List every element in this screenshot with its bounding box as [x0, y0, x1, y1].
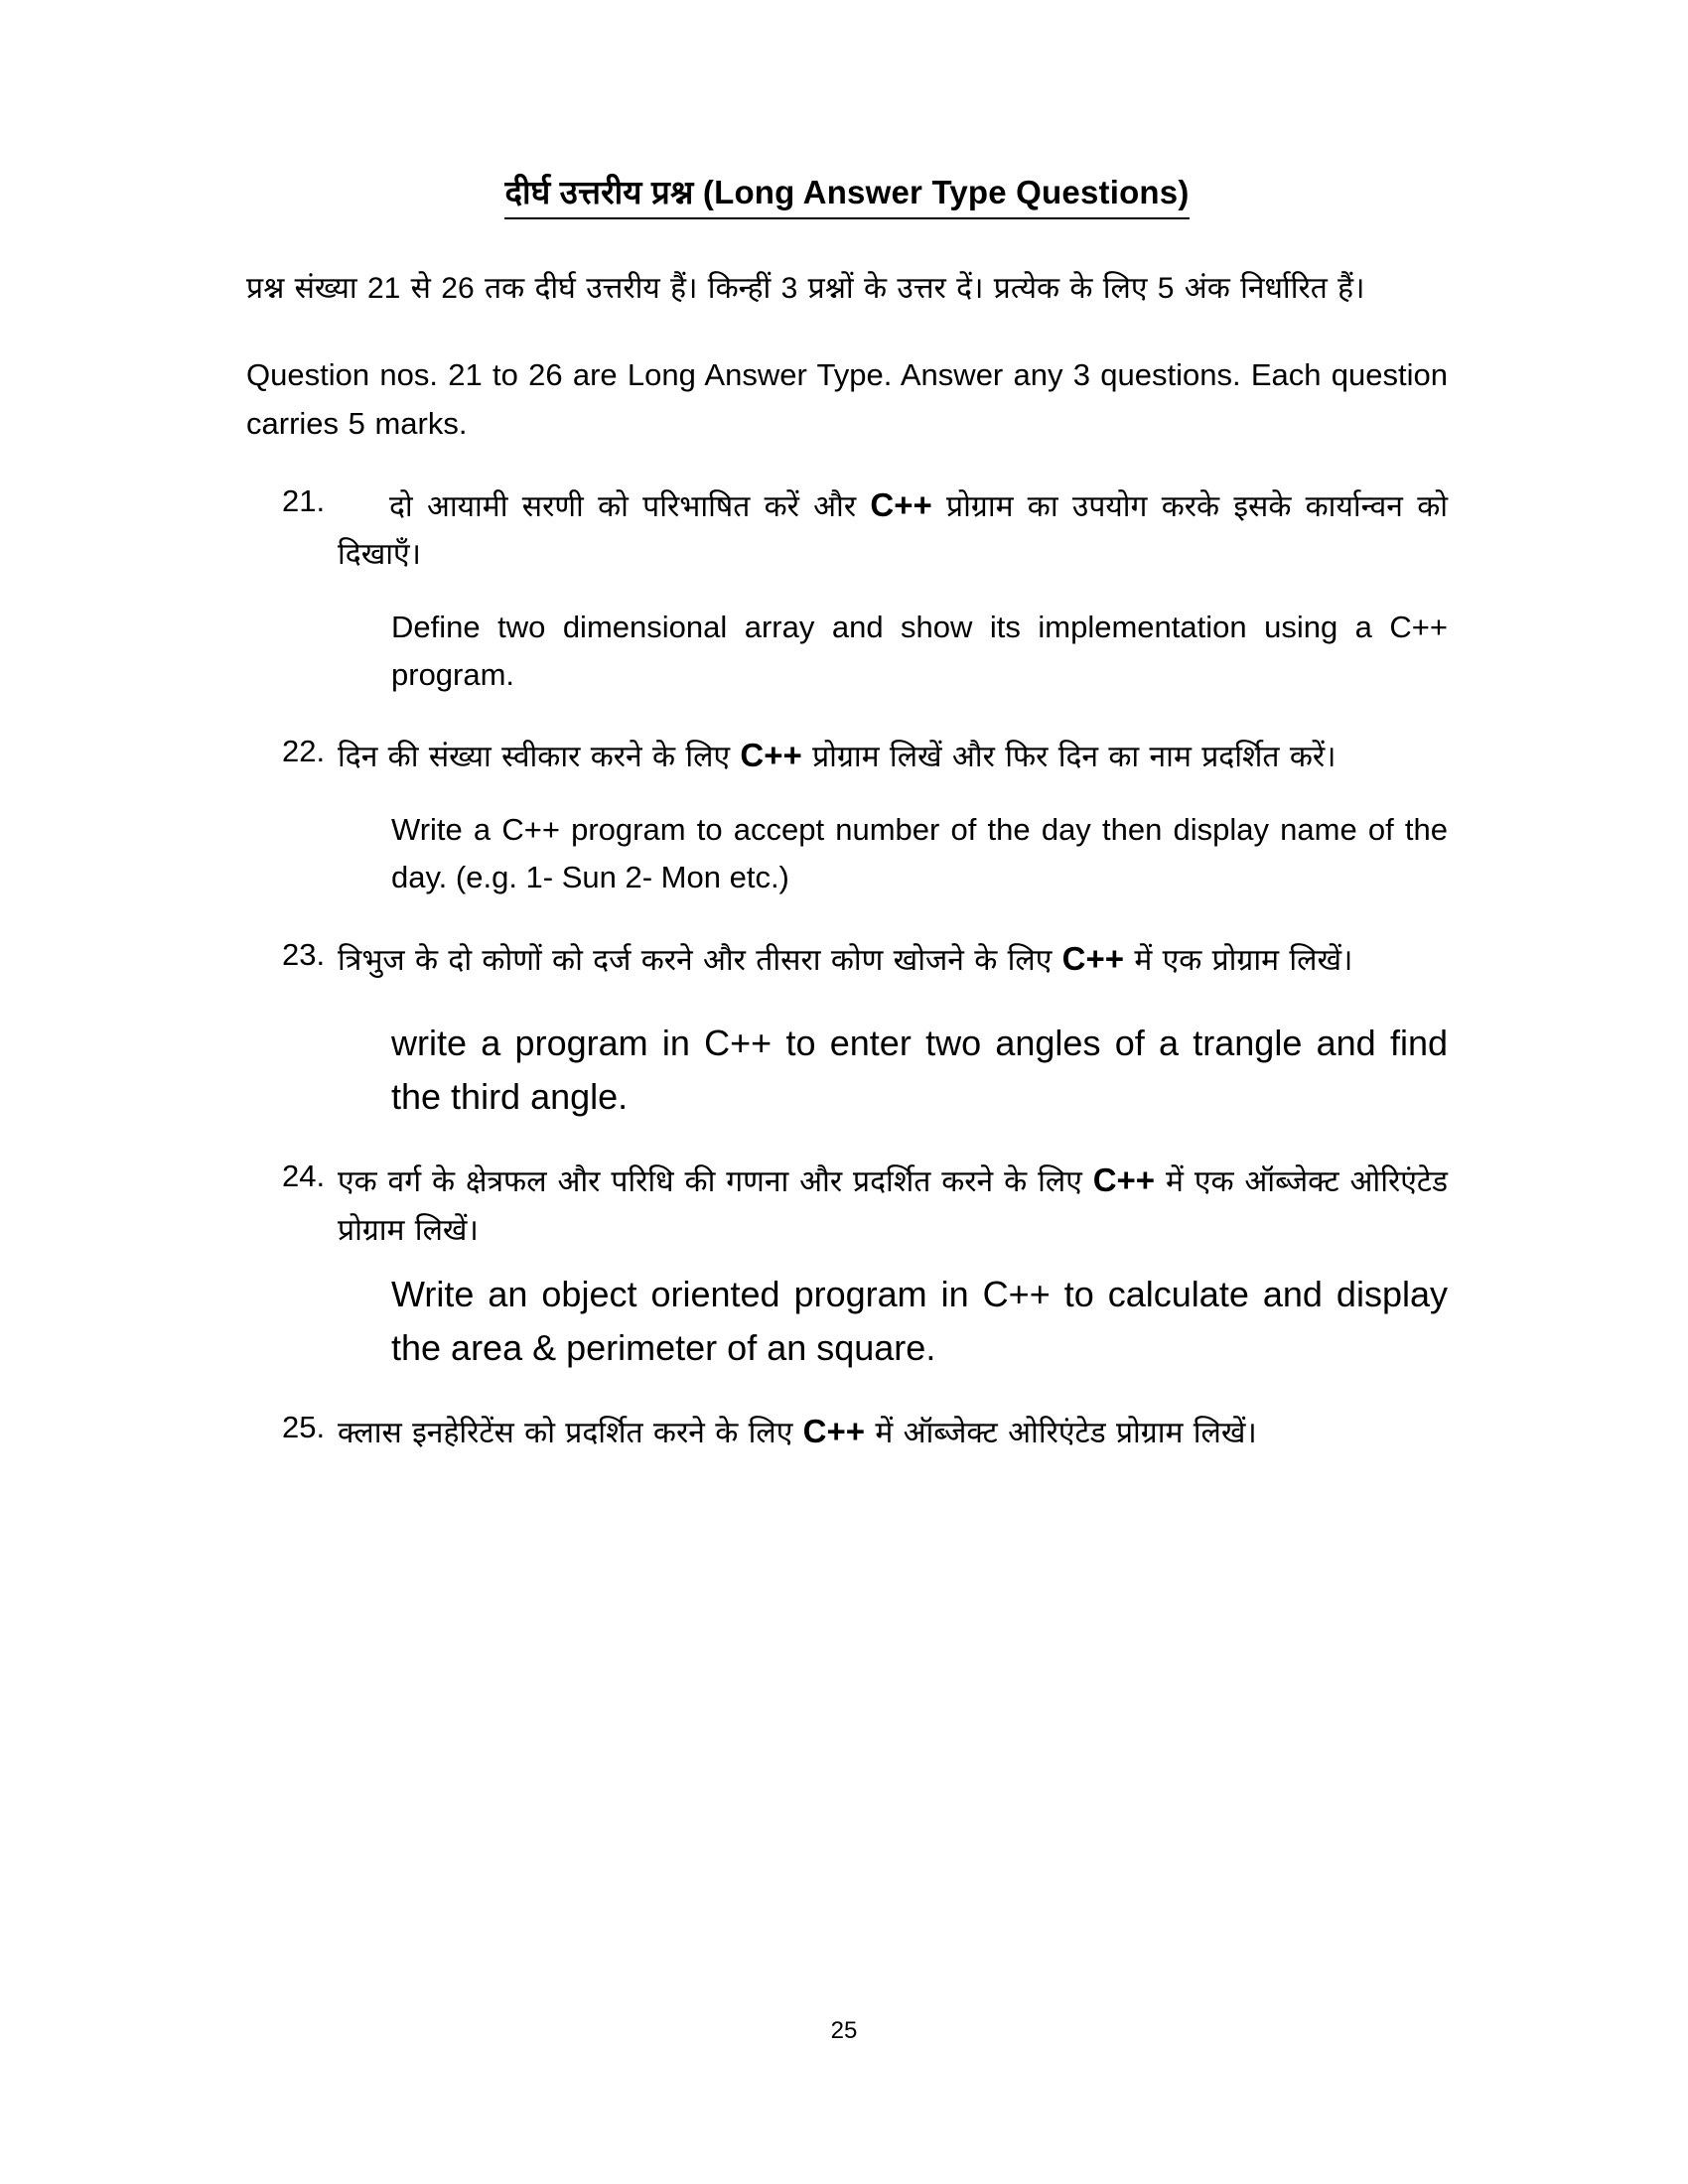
question-hindi-lead: एक वर्ग के क्षेत्रफल और परिधि की गणना और प्रदर्शित करने के लिए [338, 1165, 1093, 1199]
question-text-hindi [338, 932, 1448, 986]
cpp-label: C++ [870, 485, 932, 523]
question-hindi-tail: में एक प्रोग्राम लिखें। [1124, 943, 1353, 977]
question-hindi-lead: क्लास इनहेरिटेंस को प्रदर्शित करने के लिए [338, 1416, 803, 1449]
page-title-english: (Long Answer Type Questions) [702, 174, 1190, 210]
question-text-english: Write a C++ program to accept number of the day then display name of the day. (e.g. 1- Sun 2- Mon etc.) [391, 812, 1448, 895]
question-body [338, 1154, 1448, 1374]
question-item [246, 1154, 1448, 1374]
question-number: 25. [282, 1409, 326, 1444]
question-hindi-lead: दिन की संख्या स्वीकार करने के लिए [338, 741, 741, 774]
instructions-hindi: प्रश्न संख्या 21 से 26 तक दीर्घ उत्तरीय हैं। किन्हीं 3 प्रश्नों के उत्तर दें। प्रत्येक के लिए 5 अंक निर्धारित हैं। [246, 272, 1365, 305]
question-body [338, 932, 1448, 1125]
question-text-english: Write an object oriented program in C++ to calculate and display the area & perimeter of an square. [391, 1273, 1448, 1368]
question-item [246, 478, 1448, 700]
page-title [246, 169, 1448, 219]
question-text-english: write a program in C++ to enter two angles of a trangle and find the third angle. [391, 1023, 1448, 1118]
question-text-hindi [338, 729, 1448, 782]
question-number: 22. [282, 734, 326, 769]
cpp-label: C++ [1061, 939, 1124, 977]
cpp-label: C++ [1092, 1161, 1156, 1199]
question-item [246, 729, 1448, 901]
page-content [246, 0, 1448, 1457]
page-number: 25 [830, 2017, 858, 2044]
question-text-hindi [338, 1154, 1448, 1255]
question-text-hindi [338, 478, 1448, 580]
question-body [338, 729, 1448, 901]
cpp-label: C++ [802, 1412, 865, 1449]
question-text-english: Define two dimensional array and show its implementation using a C++ program. [391, 609, 1448, 693]
question-hindi-tail: में एक ऑब्जेक्ट ओरिएंटेड प्रोग्राम लिखें। [338, 1165, 1448, 1247]
question-body [338, 478, 1448, 700]
question-item [246, 1405, 1448, 1458]
question-number: 24. [282, 1159, 326, 1194]
question-hindi-tail: में ऑब्जेक्ट ओरिएंटेड प्रोग्राम लिखें। [865, 1416, 1257, 1449]
question-item [246, 932, 1448, 1125]
page-title-hindi: दीर्घ उत्तरीय प्रश्न [504, 174, 694, 210]
question-hindi-tail: प्रोग्राम का उपयोग करके इसके कार्यान्वन को दिखाएँ। [338, 489, 1449, 572]
question-body [338, 1405, 1448, 1458]
question-number: 23. [282, 936, 326, 972]
question-number: 21. [282, 482, 326, 518]
question-hindi-tail: प्रोग्राम लिखें और फिर दिन का नाम प्रदर्शित करें। [801, 741, 1336, 774]
question-hindi-lead: त्रिभुज के दो कोणों को दर्ज करने और तीसरा कोण खोजने के लिए [338, 943, 1062, 977]
instructions-english: Question nos. 21 to 26 are Long Answer Type. Answer any 3 questions. Each question carries 5 marks. [246, 356, 1448, 441]
cpp-label: C++ [740, 737, 802, 774]
question-hindi-lead: दो आयामी सरणी को परिभाषित करें और [389, 489, 871, 523]
question-text-hindi [338, 1405, 1448, 1458]
